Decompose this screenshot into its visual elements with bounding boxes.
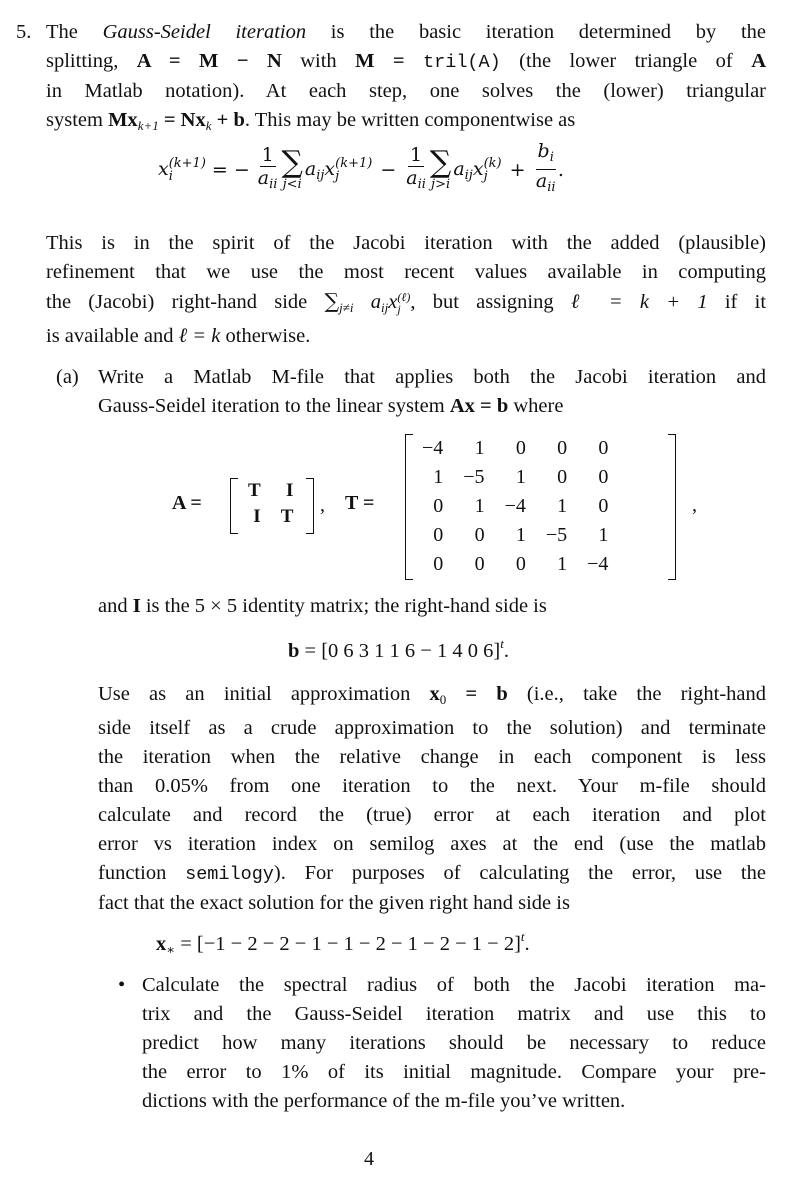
T-matrix <box>412 434 618 579</box>
code-tril: tril(A) <box>423 52 501 73</box>
T-row-2: 1 −5 1 0 0 <box>433 466 609 488</box>
gauss-seidel-formula: x (k+1) i = − $\frac{1}{a_{ii}}$ ∑ j<i $a_{ij}x$ (k+1) j − $\frac{1}{a_{ii}}$ ∑ j>i $a_{ij}x$ (k) j + $\frac{b_i}{a_{ii}}$ . <box>158 140 564 195</box>
block-comma: , <box>320 494 325 516</box>
T-trailing-comma: , <box>692 494 697 516</box>
sigma-symbol-2: ∑ <box>429 145 452 180</box>
block-matrix: T I I T <box>248 480 294 527</box>
term-gauss-seidel: Gauss-Seidel iteration <box>102 21 307 43</box>
T-row-5: 0 0 0 1 −4 <box>433 553 609 575</box>
T-row-3: 0 1 −4 1 0 <box>433 495 609 517</box>
intro-line-3: in Matlab notation). At each step, one solves the (lower) triangular <box>46 80 766 102</box>
problem-number: 5. <box>16 21 32 43</box>
T-label: T = <box>345 492 375 514</box>
code-semilogy: semilogy <box>185 864 274 885</box>
A-label: A = <box>172 492 202 514</box>
jacobi-spirit-paragraph: This is in the spirit of the Jacobi iteration with the added (plausible) refinement that we use the most recent values available in computing the (Jacobi) right-hand side $\sum_{j\ne i}$ $a_{ij}x$ (ℓ) j , but assigning ℓ = k + 1 if it is available and ℓ = k otherwise. <box>46 232 767 347</box>
part-a-intro: Write a Matlab M-file that applies both the Jacobi iteration and Gauss-Seidel iteration to the linear system Ax = b where <box>98 366 766 417</box>
identity-line: and I is the 5 × 5 identity matrix; the right-hand side is <box>98 595 547 617</box>
block-bracket-left <box>230 478 238 534</box>
rhs-vector-b: b = [0 6 3 1 1 6 − 1 4 0 6]$^t$. <box>288 636 509 662</box>
spectral-radius-bullet: Calculate the spectral radius of both the Jacobi iteration ma- trix and the Gauss-Seidel iteration matrix and use this to predict how many iterations should be necessary to reduce the error to 1% of its initial magnitude. Compare your pre- dictions with the performance of the m-file you’ve written. <box>142 974 766 1112</box>
T-row-4: 0 0 1 −5 1 <box>433 524 609 546</box>
T-row-1: −4 1 0 0 0 <box>422 437 609 459</box>
block-bracket-right <box>306 478 314 534</box>
exact-solution: $x_∗ = [-1 - 2 - 2 - 1 - 1 - 2 - 1 - 2 - 1 - 2]^t$. <box>156 929 530 957</box>
bullet-mark: • <box>118 974 126 996</box>
sigma-symbol-1: ∑ <box>281 145 303 180</box>
intro-line-2: splitting, A = M − N with M = tril(A) (the lower triangle of A <box>46 50 766 73</box>
intro-paragraph <box>46 18 766 140</box>
initial-approx-paragraph: Use as an initial approximation $x_0 = b$ (i.e., take the right-hand side itself as a crude approximation to the solution) and terminate the iteration when the relative change in each component is less than 0.05% from one iteration to the next. Your m-file should calculate and record the (true) error at each iteration and plot error vs iteration index on semilog axes at the end (use the matlab function semilogy). For purposes of calculating the error, use the fact that the exact solution for the given right hand side is <box>98 683 766 914</box>
T-bracket-right <box>668 434 676 580</box>
part-a-label: (a) <box>56 366 79 388</box>
page-number: 4 <box>364 1148 374 1170</box>
intro-line-1: The Gauss-Seidel iteration is the basic iteration determined by the <box>46 21 766 43</box>
intro-line-4: system $Mx_{k+1} = Nx_k + b$. This may be written componentwise as <box>46 109 576 133</box>
